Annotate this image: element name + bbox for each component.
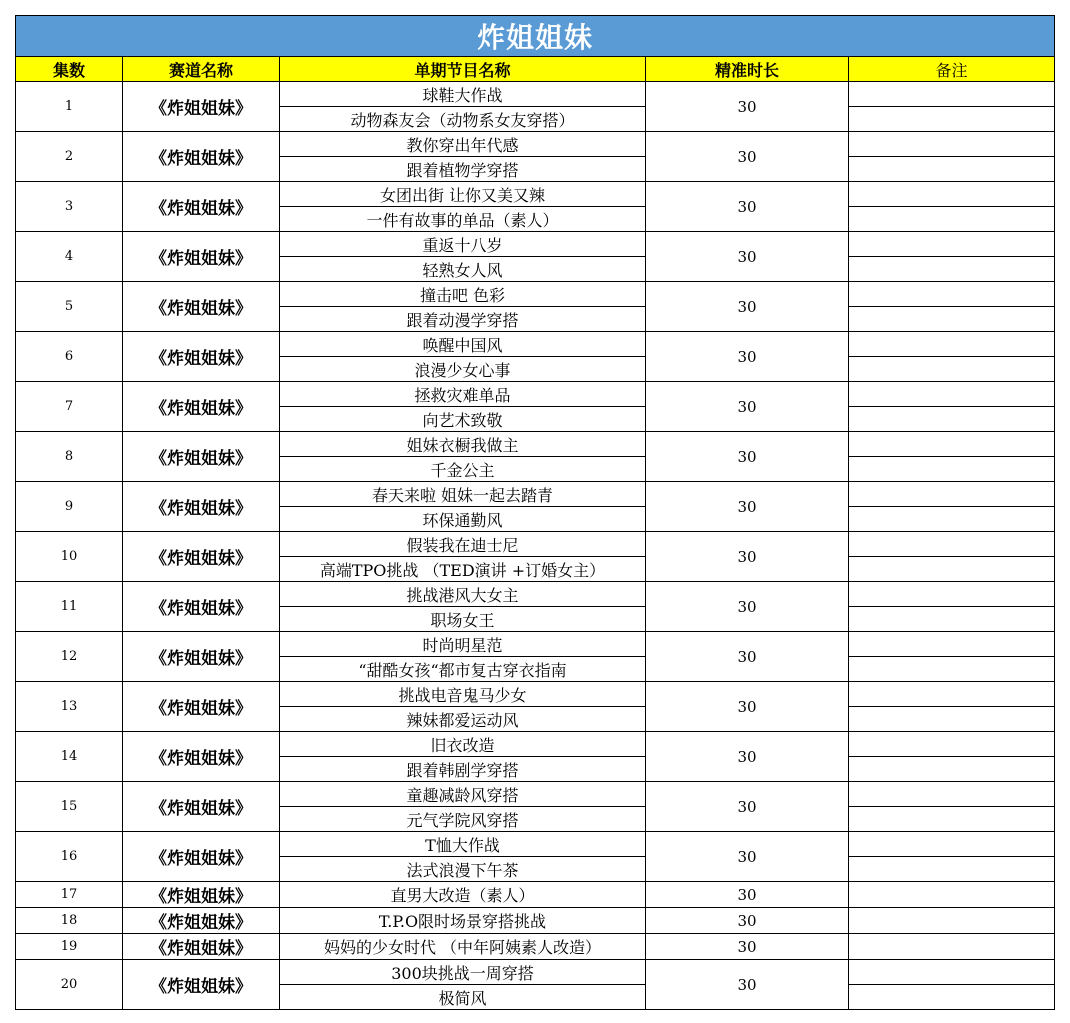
track-name-cell[interactable]: 《炸姐姐妹》 (123, 732, 280, 782)
remark-cell[interactable] (849, 757, 1055, 782)
episode-cell[interactable]: 6 (16, 332, 123, 382)
track-name-cell[interactable]: 《炸姐姐妹》 (123, 282, 280, 332)
program-name-cell[interactable]: 环保通勤风 (280, 507, 646, 532)
program-name-cell[interactable]: 教你穿出年代感 (280, 132, 646, 157)
duration-cell[interactable]: 30 (646, 332, 849, 382)
duration-cell[interactable]: 30 (646, 882, 849, 908)
episode-cell[interactable]: 4 (16, 232, 123, 282)
program-name-cell[interactable]: 浪漫少女心事 (280, 357, 646, 382)
track-name-cell[interactable]: 《炸姐姐妹》 (123, 682, 280, 732)
table-row (16, 332, 1055, 357)
track-name-cell[interactable]: 《炸姐姐妹》 (123, 482, 280, 532)
duration-cell[interactable]: 30 (646, 182, 849, 232)
table-row (16, 882, 1055, 908)
episode-cell[interactable]: 13 (16, 682, 123, 732)
remark-cell[interactable] (849, 457, 1055, 482)
remark-cell[interactable] (849, 985, 1055, 1010)
track-name-cell[interactable]: 《炸姐姐妹》 (123, 532, 280, 582)
remark-cell[interactable] (849, 882, 1055, 908)
track-name-cell[interactable]: 《炸姐姐妹》 (123, 832, 280, 882)
program-name-cell[interactable]: 唤醒中国风 (280, 332, 646, 357)
duration-cell[interactable]: 30 (646, 632, 849, 682)
track-name-cell[interactable]: 《炸姐姐妹》 (123, 908, 280, 934)
program-name-cell[interactable]: 高端TPO挑战 （TED演讲 +订婚女主） (280, 557, 646, 582)
sheet-title[interactable]: 炸姐姐妹 (16, 16, 1055, 57)
track-name-cell[interactable]: 《炸姐姐妹》 (123, 582, 280, 632)
duration-cell[interactable]: 30 (646, 908, 849, 934)
remark-cell[interactable] (849, 507, 1055, 532)
program-name-cell[interactable]: 一件有故事的单品（素人） (280, 207, 646, 232)
header-episode[interactable]: 集数 (16, 57, 123, 82)
table-row (16, 732, 1055, 757)
program-name-cell[interactable]: 跟着植物学穿搭 (280, 157, 646, 182)
program-name-cell[interactable]: 女团出街 让你又美又辣 (280, 182, 646, 207)
episode-cell[interactable]: 14 (16, 732, 123, 782)
program-name-cell[interactable]: 春天来啦 姐妹一起去踏青 (280, 482, 646, 507)
remark-cell[interactable] (849, 707, 1055, 732)
remark-cell[interactable] (849, 257, 1055, 282)
track-name-cell[interactable]: 《炸姐姐妹》 (123, 632, 280, 682)
program-name-cell[interactable]: 妈妈的少女时代 （中年阿姨素人改造） (280, 934, 646, 960)
track-name-cell[interactable]: 《炸姐姐妹》 (123, 82, 280, 132)
track-name-cell[interactable]: 《炸姐姐妹》 (123, 232, 280, 282)
remark-cell[interactable] (849, 657, 1055, 682)
program-name-cell[interactable]: 球鞋大作战 (280, 82, 646, 107)
episode-cell[interactable]: 20 (16, 960, 123, 1010)
duration-cell[interactable]: 30 (646, 782, 849, 832)
track-name-cell[interactable]: 《炸姐姐妹》 (123, 882, 280, 908)
header-program[interactable]: 单期节目名称 (280, 57, 646, 82)
remark-cell[interactable] (849, 432, 1055, 457)
duration-cell[interactable]: 30 (646, 532, 849, 582)
remark-cell[interactable] (849, 582, 1055, 607)
program-name-cell[interactable]: 元气学院风穿搭 (280, 807, 646, 832)
remark-cell[interactable] (849, 357, 1055, 382)
program-name-cell[interactable]: 童趣减龄风穿搭 (280, 782, 646, 807)
table-row (16, 282, 1055, 307)
table-row (16, 232, 1055, 257)
remark-cell[interactable] (849, 532, 1055, 557)
program-name-cell[interactable]: T恤大作战 (280, 832, 646, 857)
track-name-cell[interactable]: 《炸姐姐妹》 (123, 960, 280, 1010)
remark-cell[interactable] (849, 732, 1055, 757)
episode-cell[interactable]: 5 (16, 282, 123, 332)
track-name-cell[interactable]: 《炸姐姐妹》 (123, 382, 280, 432)
episode-cell[interactable]: 3 (16, 182, 123, 232)
duration-cell[interactable]: 30 (646, 682, 849, 732)
table-row (16, 182, 1055, 207)
duration-cell[interactable]: 30 (646, 732, 849, 782)
duration-cell[interactable]: 30 (646, 934, 849, 960)
table-row (16, 632, 1055, 657)
table-row (16, 132, 1055, 157)
track-name-cell[interactable]: 《炸姐姐妹》 (123, 132, 280, 182)
episode-cell[interactable]: 8 (16, 432, 123, 482)
track-name-cell[interactable]: 《炸姐姐妹》 (123, 332, 280, 382)
duration-cell[interactable]: 30 (646, 282, 849, 332)
remark-cell[interactable] (849, 908, 1055, 934)
episode-cell[interactable]: 16 (16, 832, 123, 882)
program-name-cell[interactable]: 旧衣改造 (280, 732, 646, 757)
track-name-cell[interactable]: 《炸姐姐妹》 (123, 182, 280, 232)
remark-cell[interactable] (849, 282, 1055, 307)
remark-cell[interactable] (849, 482, 1055, 507)
table-row (16, 532, 1055, 557)
episode-cell[interactable]: 7 (16, 382, 123, 432)
program-name-cell[interactable]: 时尚明星范 (280, 632, 646, 657)
remark-cell[interactable] (849, 182, 1055, 207)
header-duration[interactable]: 精准时长 (646, 57, 849, 82)
table-row (16, 908, 1055, 934)
track-name-cell[interactable]: 《炸姐姐妹》 (123, 782, 280, 832)
duration-cell[interactable]: 30 (646, 432, 849, 482)
remark-cell[interactable] (849, 307, 1055, 332)
track-name-cell[interactable]: 《炸姐姐妹》 (123, 934, 280, 960)
table-row (16, 682, 1055, 707)
episode-cell[interactable]: 18 (16, 908, 123, 934)
episode-cell[interactable]: 10 (16, 532, 123, 582)
remark-cell[interactable] (849, 107, 1055, 132)
program-name-cell[interactable]: 直男大改造（素人） (280, 882, 646, 908)
program-name-cell[interactable]: 跟着动漫学穿搭 (280, 307, 646, 332)
program-name-cell[interactable]: 挑战电音鬼马少女 (280, 682, 646, 707)
duration-cell[interactable]: 30 (646, 482, 849, 532)
program-name-cell[interactable]: 法式浪漫下午茶 (280, 857, 646, 882)
remark-cell[interactable] (849, 382, 1055, 407)
program-name-cell[interactable]: 重返十八岁 (280, 232, 646, 257)
duration-cell[interactable]: 30 (646, 82, 849, 132)
episode-cell[interactable]: 11 (16, 582, 123, 632)
episode-cell[interactable]: 2 (16, 132, 123, 182)
table-row (16, 782, 1055, 807)
remark-cell[interactable] (849, 782, 1055, 807)
table-row (16, 432, 1055, 457)
program-name-cell[interactable]: T.P.O限时场景穿搭挑战 (280, 908, 646, 934)
spreadsheet-table (15, 15, 1055, 1010)
duration-cell[interactable]: 30 (646, 960, 849, 1010)
program-name-cell[interactable]: 撞击吧 色彩 (280, 282, 646, 307)
remark-cell[interactable] (849, 832, 1055, 857)
duration-cell[interactable]: 30 (646, 832, 849, 882)
program-name-cell[interactable]: 300块挑战一周穿搭 (280, 960, 646, 985)
episode-cell[interactable]: 12 (16, 632, 123, 682)
remark-cell[interactable] (849, 407, 1055, 432)
program-name-cell[interactable]: 动物森友会（动物系女友穿搭） (280, 107, 646, 132)
header-track[interactable]: 赛道名称 (123, 57, 280, 82)
program-name-cell[interactable]: 职场女王 (280, 607, 646, 632)
remark-cell[interactable] (849, 807, 1055, 832)
remark-cell[interactable] (849, 960, 1055, 985)
episode-cell[interactable]: 17 (16, 882, 123, 908)
program-name-cell[interactable]: 极简风 (280, 985, 646, 1010)
track-name-cell[interactable]: 《炸姐姐妹》 (123, 432, 280, 482)
duration-cell[interactable]: 30 (646, 582, 849, 632)
table-row (16, 482, 1055, 507)
program-name-cell[interactable]: 姐妹衣橱我做主 (280, 432, 646, 457)
program-name-cell[interactable]: 千金公主 (280, 457, 646, 482)
table-row (16, 934, 1055, 960)
remark-cell[interactable] (849, 934, 1055, 960)
episode-cell[interactable]: 19 (16, 934, 123, 960)
episode-cell[interactable]: 15 (16, 782, 123, 832)
program-name-cell[interactable]: 挑战港风大女主 (280, 582, 646, 607)
program-name-cell[interactable]: 拯救灾难单品 (280, 382, 646, 407)
remark-cell[interactable] (849, 857, 1055, 882)
duration-cell[interactable]: 30 (646, 232, 849, 282)
program-name-cell[interactable]: 假装我在迪士尼 (280, 532, 646, 557)
remark-cell[interactable] (849, 82, 1055, 107)
episode-cell[interactable]: 9 (16, 482, 123, 532)
remark-cell[interactable] (849, 157, 1055, 182)
table-row (16, 582, 1055, 607)
program-name-cell[interactable]: 辣妹都爱运动风 (280, 707, 646, 732)
remark-cell[interactable] (849, 332, 1055, 357)
remark-cell[interactable] (849, 682, 1055, 707)
table-row (16, 382, 1055, 407)
program-name-cell[interactable]: 轻熟女人风 (280, 257, 646, 282)
remark-cell[interactable] (849, 132, 1055, 157)
header-remark[interactable]: 备注 (849, 57, 1055, 82)
program-name-cell[interactable]: “甜酷女孩“都市复古穿衣指南 (280, 657, 646, 682)
table-row (16, 832, 1055, 857)
remark-cell[interactable] (849, 207, 1055, 232)
duration-cell[interactable]: 30 (646, 382, 849, 432)
duration-cell[interactable]: 30 (646, 132, 849, 182)
table-row (16, 82, 1055, 107)
table-row (16, 960, 1055, 985)
remark-cell[interactable] (849, 607, 1055, 632)
remark-cell[interactable] (849, 632, 1055, 657)
remark-cell[interactable] (849, 557, 1055, 582)
program-name-cell[interactable]: 跟着韩剧学穿搭 (280, 757, 646, 782)
program-name-cell[interactable]: 向艺术致敬 (280, 407, 646, 432)
episode-cell[interactable]: 1 (16, 82, 123, 132)
remark-cell[interactable] (849, 232, 1055, 257)
